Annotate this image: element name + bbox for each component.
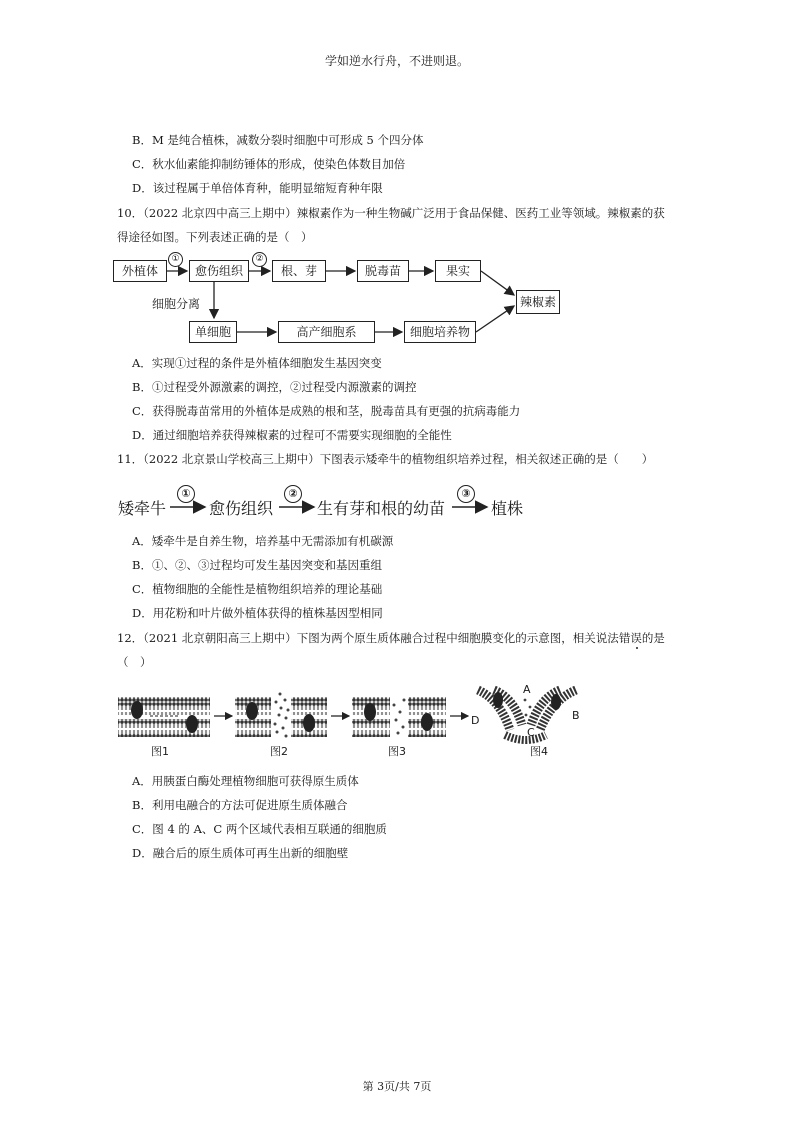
- q12-stem-emph1: 错: [618, 631, 631, 645]
- box-fruit: 果实: [435, 260, 481, 282]
- text-seedling: 生有芽和根的幼苗: [317, 499, 446, 518]
- box-callus: 愈伤组织: [189, 260, 249, 282]
- q10-option-a: A．实现①过程的条件是外植体细胞发生基因突变: [132, 356, 382, 370]
- box-single-cell: 单细胞: [189, 321, 237, 343]
- q11-option-b: B．①、②、③过程均可发生基因突变和基因重组: [132, 558, 382, 572]
- q12-option-c: C．图 4 的 A、C 两个区域代表相互联通的细胞质: [132, 822, 387, 836]
- step-2-marker: ②: [252, 252, 267, 267]
- figure-1-caption: 图1: [151, 745, 169, 758]
- q9-option-d: D．该过程属于单倍体育种，能明显缩短育种年限: [132, 181, 383, 195]
- box-virus-free: 脱毒苗: [357, 260, 409, 282]
- q12-stem-post: 的是: [641, 631, 665, 645]
- fig4-label-d: D: [471, 714, 480, 727]
- q10-option-d: D．通过细胞培养获得辣椒素的过程可不需要实现细胞的全能性: [132, 428, 452, 442]
- q12-option-a: A．用胰蛋白酶处理植物细胞可获得原生质体: [132, 774, 359, 788]
- q12-stem-line2: （ ）: [117, 655, 152, 669]
- q10-stem-line2: 得途径如图。下列表述正确的是（ ）: [117, 230, 313, 244]
- step-1-marker: ①: [177, 485, 195, 503]
- page-header: 学如逆水行舟，不进则退。: [324, 54, 469, 68]
- box-capsaicin: 辣椒素: [516, 290, 560, 314]
- q9-option-c: C．秋水仙素能抑制纺锤体的形成，使染色体数目加倍: [132, 157, 406, 171]
- q12-stem-pre: 12．（2021 北京朝阳高三上期中）下图为两个原生质体融合过程中细胞膜变化的示意图，相关说法: [117, 631, 619, 645]
- q10-stem-line1: 10．（2022 北京四中高三上期中）辣椒素作为一种生物碱广泛用于食品保健、医药工业等领域。辣椒素的获: [117, 206, 665, 220]
- q12-option-d: D．融合后的原生质体可再生出新的细胞壁: [132, 846, 349, 860]
- q12-stem-emph2: 误: [630, 631, 642, 645]
- figure-2-caption: 图2: [270, 745, 288, 758]
- step-3-marker: ③: [457, 485, 475, 503]
- step-1-marker: ①: [168, 252, 183, 267]
- figure-3-drawing: [352, 697, 446, 737]
- text-petunia: 矮牵牛: [118, 499, 167, 518]
- box-high-yield: 高产细胞系: [278, 321, 375, 343]
- q10-option-c: C．获得脱毒苗常用的外植体是成熟的根和茎，脱毒苗具有更强的抗病毒能力: [132, 404, 521, 418]
- figure-2-drawing: [235, 693, 327, 738]
- text-plant: 植株: [491, 499, 524, 518]
- box-explant: 外植体: [113, 260, 167, 282]
- q11-stem: 11．（2022 北京景山学校高三上期中）下图表示矮牵牛的植物组织培养过程，相关叙述正确的是（ ）: [117, 452, 654, 466]
- figure-4-caption: 图4: [530, 745, 548, 758]
- q11-option-a: A．矮牵牛是自养生物，培养基中无需添加有机碳源: [132, 534, 394, 548]
- text-callus: 愈伤组织: [209, 499, 274, 518]
- step-2-marker: ②: [284, 485, 302, 503]
- fig4-label-b: B: [572, 709, 580, 722]
- q9-option-b: B．M 是纯合植株，减数分裂时细胞中可形成 5 个四分体: [132, 133, 424, 147]
- fig4-label-a: A: [523, 683, 531, 696]
- page-footer: 第 3页/共 7页: [362, 1080, 432, 1093]
- box-cell-culture: 细胞培养物: [404, 321, 476, 343]
- fig4-label-c: C: [527, 726, 535, 739]
- figure-3-caption: 图3: [388, 745, 406, 758]
- label-cell-separation: 细胞分离: [152, 297, 201, 311]
- q11-option-d: D．用花粉和叶片做外植体获得的植株基因型相同: [132, 606, 383, 620]
- box-root-bud: 根、芽: [272, 260, 326, 282]
- q12-option-b: B．利用电融合的方法可促进原生质体融合: [132, 798, 348, 812]
- figure-1-drawing: [118, 697, 210, 737]
- q11-option-c: C．植物细胞的全能性是植物组织培养的理论基础: [132, 582, 383, 596]
- q10-option-b: B．①过程受外源激素的调控，②过程受内源激素的调控: [132, 380, 417, 394]
